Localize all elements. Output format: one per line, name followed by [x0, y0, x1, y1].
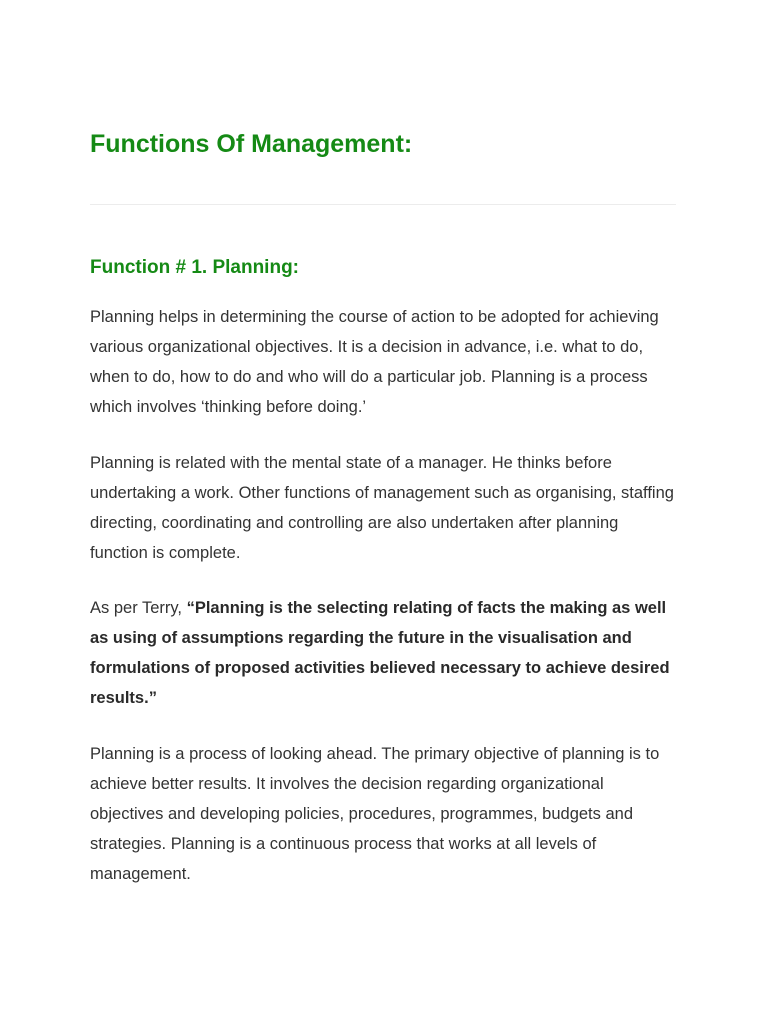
section-heading-planning: Function # 1. Planning: [90, 257, 299, 278]
paragraph-terry-quote [90, 593, 680, 713]
terry-quote: “Planning is the selecting relating of facts the making as well as using of assumptions regarding the future in the visualisation and formulations of proposed activities believed necessary to achieve desired results.” [90, 599, 670, 707]
paragraph-planning-mental-state: Planning is related with the mental state of a manager. He thinks before undertaking a work. Other functions of management such as organising, staffing directing, coordinating and controlling are also undertaken after planning function is complete. [90, 454, 674, 562]
page-title: Functions Of Management: [90, 130, 413, 158]
paragraph-planning-process: Planning is a process of looking ahead. The primary objective of planning is to achieve better results. It involves the decision regarding organizational objectives and developing policies, procedures, programmes, budgets and strategies. Planning is a continuous process that works at all levels of management. [90, 745, 660, 883]
paragraph-planning-definition: Planning helps in determining the course of action to be adopted for achieving various organizational objectives. It is a decision in advance, i.e. what to do, when to do, how to do and who will do a particular job. Planning is a process which involves ‘thinking before doing.’ [90, 308, 659, 416]
title-divider [90, 204, 676, 205]
quote-intro: As per Terry, [90, 599, 187, 617]
